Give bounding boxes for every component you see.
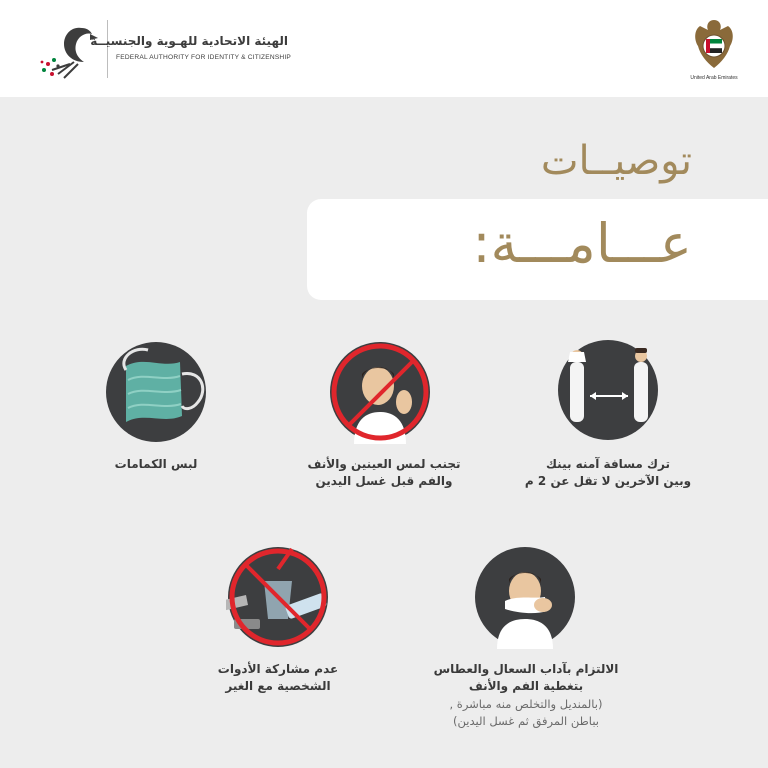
distance-label-line2: وبين الآخرين لا تقل عن 2 م bbox=[524, 474, 692, 488]
title-recommendations: توصيــات bbox=[540, 138, 692, 184]
logo-divider bbox=[107, 20, 108, 78]
emblem-caption: United Arab Emirates bbox=[690, 75, 738, 81]
title-general: عـــامـــة: bbox=[472, 212, 692, 275]
face-touch-label bbox=[264, 456, 504, 490]
cover-cough-icon bbox=[473, 545, 577, 649]
distance-label-line1: ترك مسافة آمنه بينك bbox=[546, 457, 670, 471]
sharing-label bbox=[158, 661, 398, 695]
cough-label-line1: الالتزام بآداب السعال والعطاس bbox=[433, 662, 619, 676]
cough-label bbox=[406, 661, 646, 695]
cough-note-line2: بباطن المرفق ثم غسل اليدين) bbox=[453, 714, 599, 728]
mask-label bbox=[36, 456, 276, 473]
no-sharing-items-icon bbox=[226, 545, 330, 649]
org-name-arabic: الهيئة الاتحادية للهـوية والجنسيــة bbox=[90, 34, 288, 48]
distance-label bbox=[488, 456, 728, 490]
cough-note bbox=[406, 696, 646, 730]
face-touch-label-line1: تجنب لمس العينين والأنف bbox=[307, 457, 461, 471]
cough-note-line1: (بالمنديل والتخلص منه مباشرة , bbox=[449, 697, 603, 711]
mask-label-line1: لبس الكمامات bbox=[114, 457, 198, 471]
face-touch-label-line2: والفم قبل غسل اليدين bbox=[315, 474, 453, 488]
header-bar bbox=[0, 0, 768, 97]
no-face-touch-icon bbox=[328, 340, 432, 444]
falcon-logo-icon bbox=[34, 18, 104, 82]
uae-emblem-icon bbox=[686, 16, 742, 72]
face-mask-icon bbox=[104, 340, 208, 444]
cough-label-line2: بتغطية الفم والأنف bbox=[468, 679, 584, 693]
social-distance-icon bbox=[556, 338, 660, 442]
sharing-label-line1: عدم مشاركة الأدوات bbox=[217, 662, 339, 676]
sharing-label-line2: الشخصية مع الغير bbox=[225, 679, 331, 693]
org-name-english: FEDERAL AUTHORITY FOR IDENTITY & CITIZENSHIP bbox=[116, 54, 292, 61]
